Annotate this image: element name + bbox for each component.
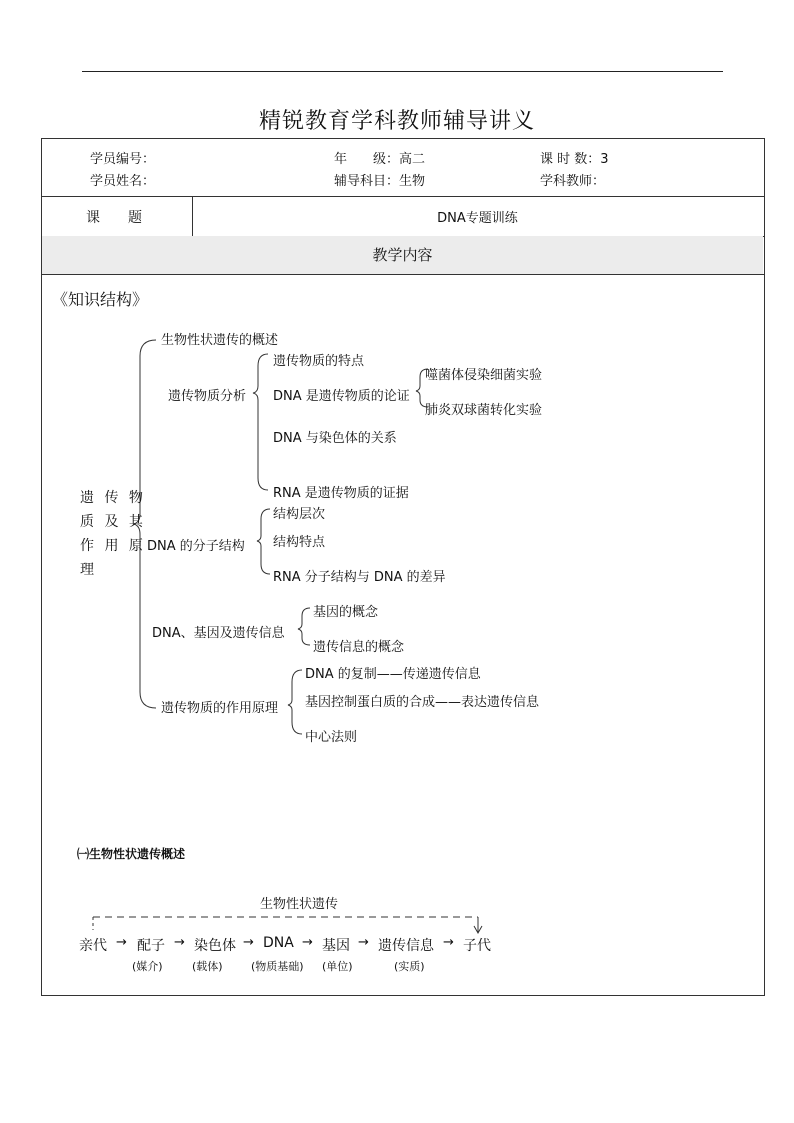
- flow-sub-label: (单位): [322, 960, 353, 973]
- flow-title: 生物性状遗传: [260, 897, 339, 912]
- node-phage-experiment: 噬菌体侵染细菌实验: [425, 368, 543, 383]
- flow-sub-label: (实质): [394, 960, 425, 973]
- flow-node: 染色体: [194, 938, 236, 954]
- node-structure-levels: 结构层次: [273, 507, 326, 522]
- flow-sub-label: (载体): [192, 960, 223, 973]
- flow-node: 亲代: [79, 938, 107, 954]
- branch-dna-structure: DNA 的分子结构: [147, 539, 245, 554]
- flow-sub-label: (物质基础): [251, 960, 304, 973]
- hours-field: 课 时 数：3: [540, 152, 609, 167]
- mindmap-root: 遗 传 物 质 及 其 作 用 原 理: [80, 490, 146, 578]
- grade-field: 年 级：高二: [334, 152, 426, 167]
- branch-overview: 生物性状遗传的概述: [161, 333, 279, 348]
- flow-arrow: →: [302, 935, 313, 950]
- flow-arrow: →: [116, 935, 127, 950]
- node-pneumococcus-experiment: 肺炎双球菌转化实验: [425, 403, 543, 418]
- branch-principle: 遗传物质的作用原理: [161, 701, 279, 716]
- node-central-dogma: 中心法则: [305, 730, 358, 745]
- node-rna-evidence: RNA 是遗传物质的证据: [273, 486, 409, 501]
- subject-field: 辅导科目：生物: [334, 174, 426, 189]
- lesson-topic: DNA专题训练: [437, 211, 518, 226]
- flow-arrow: →: [358, 935, 369, 950]
- page-title: 精锐教育学科教师辅导讲义: [258, 109, 535, 134]
- lesson-label: 课 题: [86, 210, 142, 226]
- teacher-label: 学科教师：: [540, 174, 606, 189]
- node-info-concept: 遗传信息的概念: [313, 640, 405, 655]
- flow-node: 子代: [463, 938, 491, 954]
- student-id-label: 学员编号：: [90, 152, 156, 167]
- section-heading: ㈠生物性状遗传概述: [77, 847, 186, 861]
- student-name-label: 学员姓名：: [90, 174, 156, 189]
- node-dna-replication: DNA 的复制——传递遗传信息: [305, 667, 481, 682]
- flow-node: 遗传信息: [378, 938, 434, 954]
- flow-arrow: →: [174, 935, 185, 950]
- knowledge-heading: 《知识结构》: [52, 290, 149, 309]
- node-rna-dna-difference: RNA 分子结构与 DNA 的差异: [273, 570, 446, 585]
- node-structure-features: 结构特点: [273, 535, 326, 550]
- flow-node: 基因: [322, 938, 350, 954]
- content-label: 教学内容: [372, 246, 433, 264]
- node-dna-proof: DNA 是遗传物质的论证: [273, 389, 410, 404]
- branch-material-analysis: 遗传物质分析: [168, 389, 247, 404]
- node-material-features: 遗传物质的特点: [273, 354, 365, 369]
- node-protein-synthesis: 基因控制蛋白质的合成——表达遗传信息: [305, 695, 540, 710]
- flow-arrow: →: [443, 935, 454, 950]
- flow-arrow: →: [243, 935, 254, 950]
- branch-gene-info: DNA、基因及遗传信息: [152, 626, 285, 641]
- flow-node: 配子: [137, 938, 165, 954]
- node-dna-chromosome: DNA 与染色体的关系: [273, 431, 397, 446]
- flow-node: DNA: [263, 935, 294, 951]
- node-gene-concept: 基因的概念: [313, 605, 379, 620]
- flow-sub-label: (媒介): [132, 960, 163, 973]
